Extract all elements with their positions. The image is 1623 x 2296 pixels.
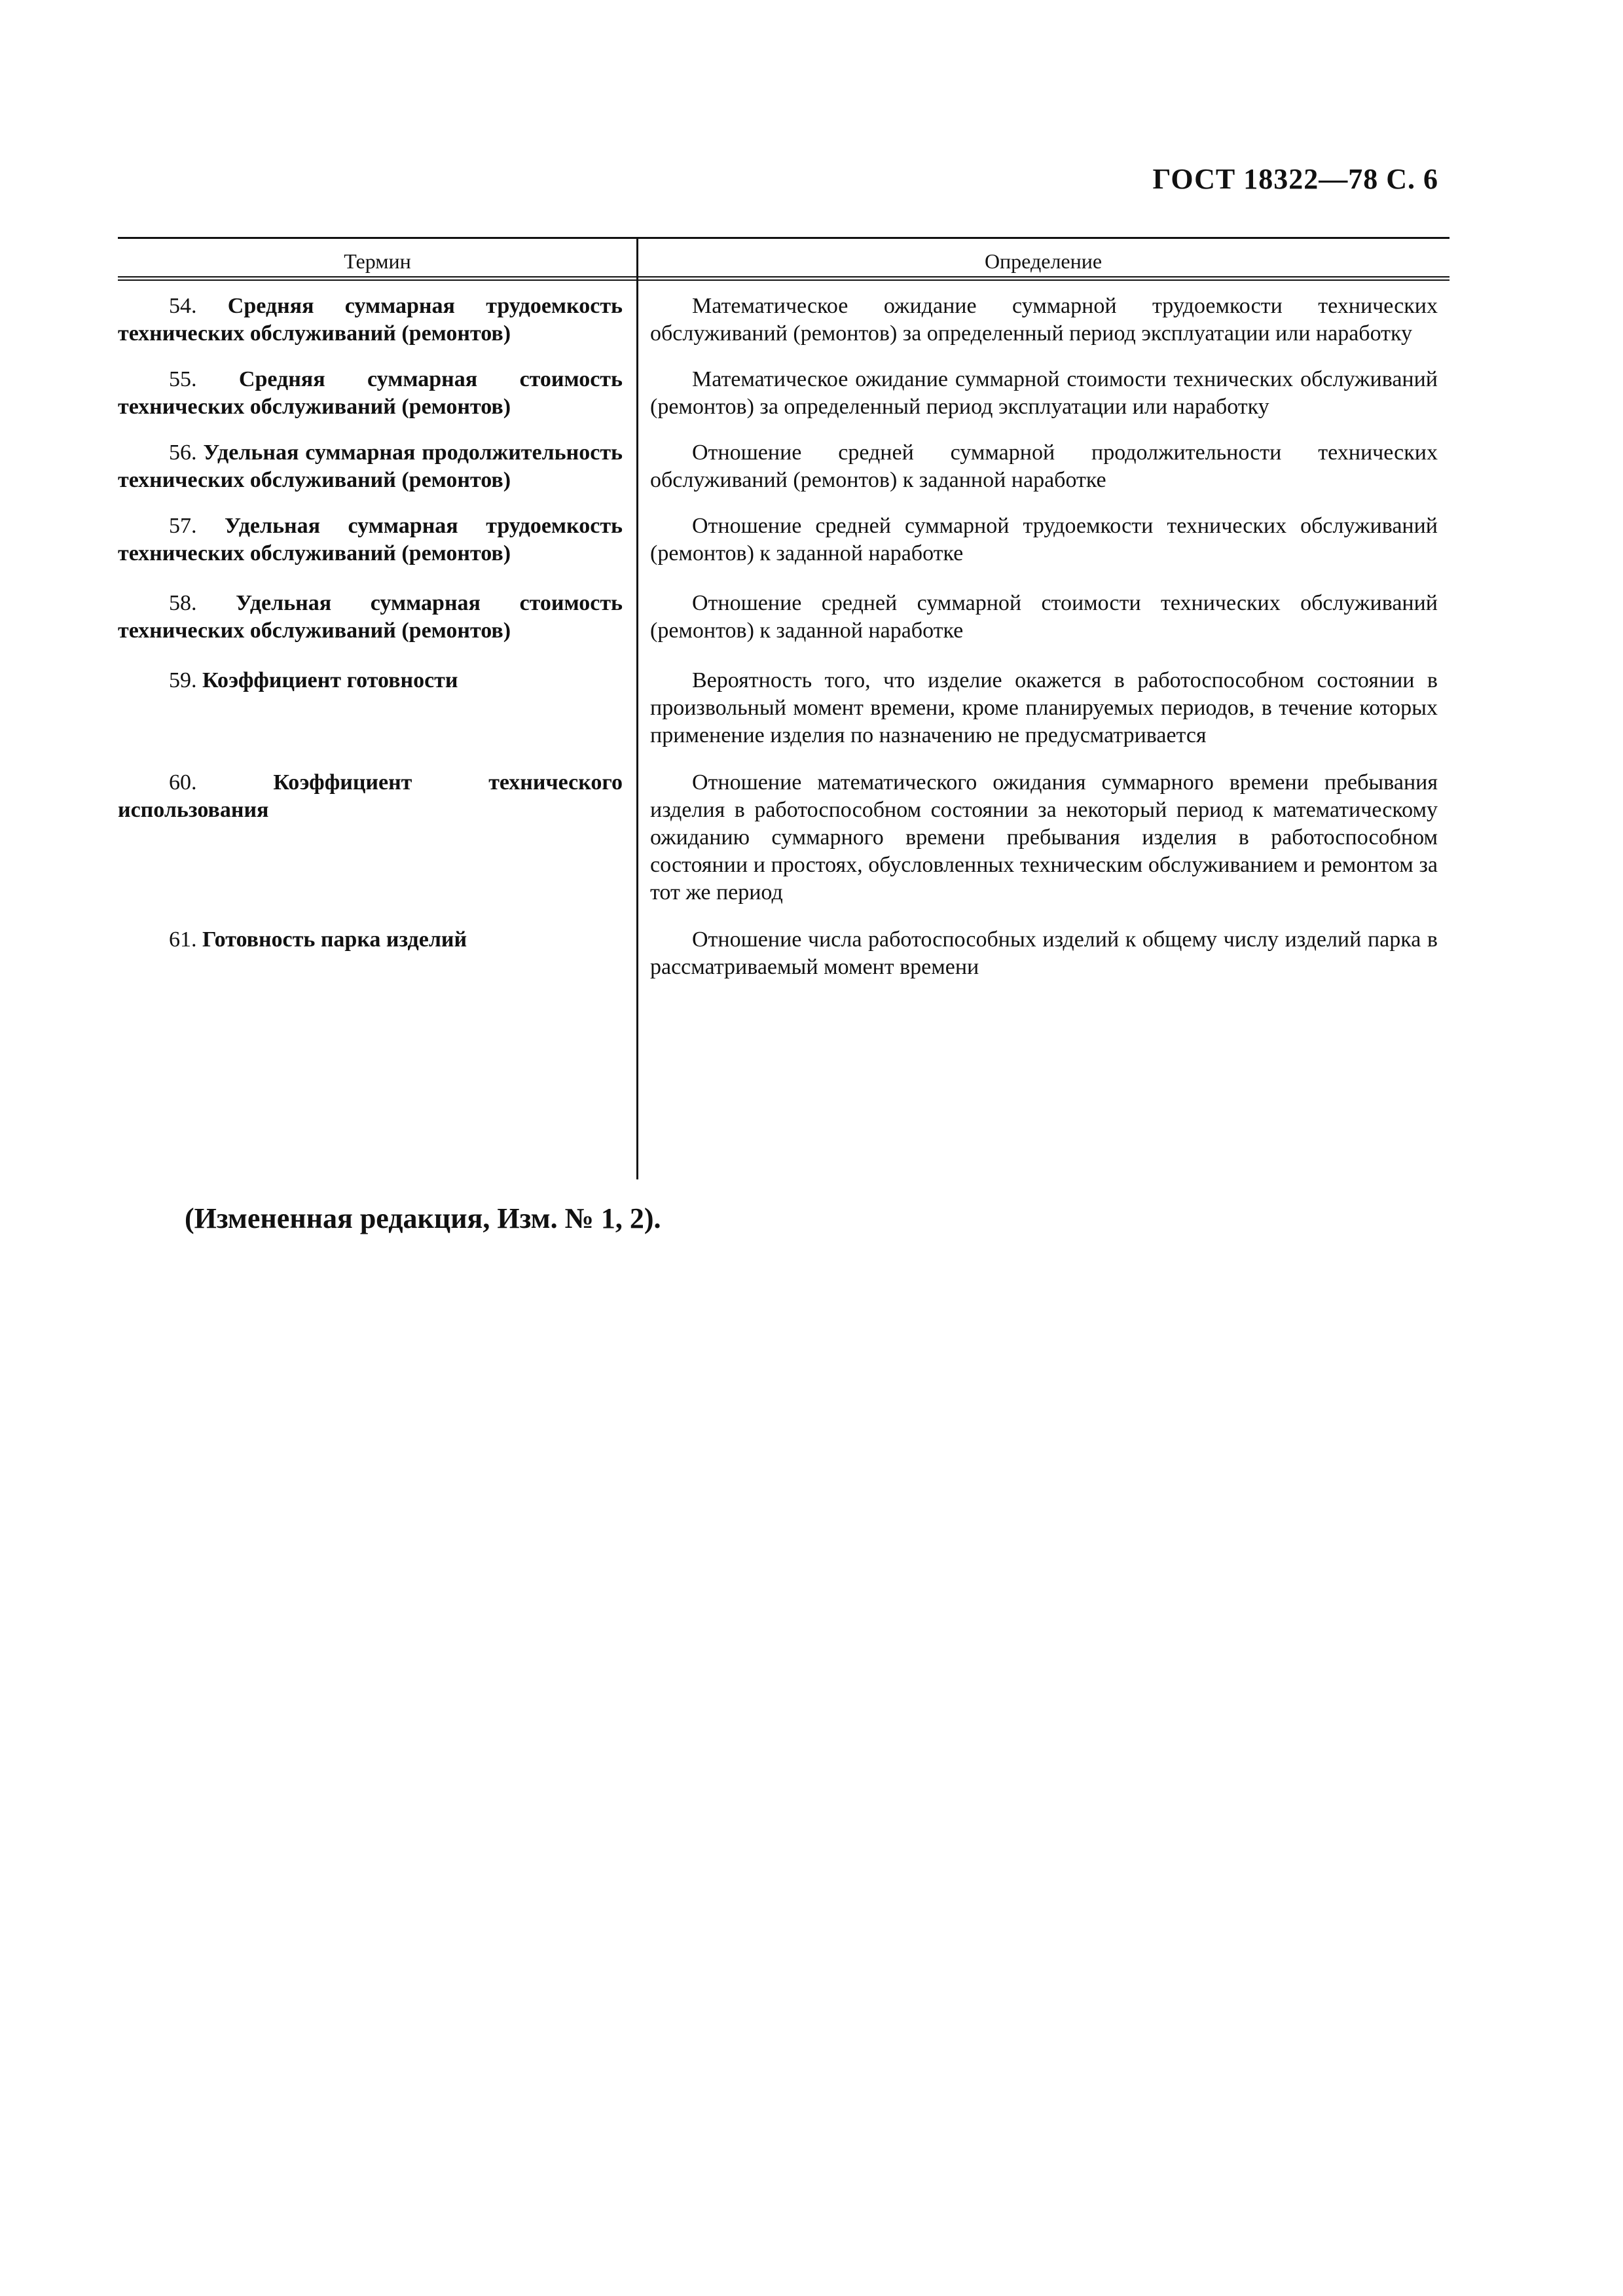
definition-cell: Отношение числа работоспособных изделий к общему числу изделий парка в рассматриваемый момент времени — [650, 927, 1438, 979]
header-term: Термин — [344, 249, 411, 273]
term-text: Коэффициент технического использования — [118, 770, 623, 822]
term-number: 56. — [169, 440, 197, 465]
definition-cell: Отношение средней суммарной стоимости технических обслуживаний (ремонтов) к заданной наработке — [650, 591, 1438, 643]
term-cell — [118, 926, 637, 954]
table-row — [118, 366, 1450, 421]
definition-cell: Вероятность того, что изделие окажется в работоспособном состоянии в произвольный момент времени, кроме планируемых периодов, в течение которых применение изделия по назначению не предусматривается — [650, 668, 1438, 747]
term-cell — [118, 590, 637, 645]
term-cell — [118, 439, 637, 494]
term-cell — [118, 293, 637, 348]
term-text: Удельная суммарная продолжительность технических обслуживаний (ремонтов) — [118, 440, 623, 492]
term-text: Удельная суммарная трудоемкость технических обслуживаний (ремонтов) — [118, 514, 623, 565]
definition-cell: Математическое ожидание суммарной трудоемкости технических обслуживаний (ремонтов) за определенный период эксплуатации или наработку — [650, 294, 1438, 346]
table-row — [118, 769, 1450, 906]
table-row — [118, 926, 1450, 981]
term-number: 55. — [169, 367, 197, 391]
definition-cell: Математическое ожидание суммарной стоимости технических обслуживаний (ремонтов) за определенный период эксплуатации или наработку — [650, 367, 1438, 419]
term-text: Средняя суммарная стоимость технических обслуживаний (ремонтов) — [118, 367, 623, 419]
term-cell — [118, 769, 637, 824]
column-divider — [636, 237, 638, 1179]
table-row — [118, 439, 1450, 494]
definition-cell: Отношение средней суммарной продолжительности технических обслуживаний (ремонтов) к заданной наработке — [650, 440, 1438, 492]
definition-cell: Отношение математического ожидания суммарного времени пребывания изделия в работоспособном состоянии за некоторый период к математическому ожиданию суммарного времени пребывания изделия в работоспособном состоянии и простоях, обусловленных техническим обслуживанием и ремонтом за тот же период — [650, 770, 1438, 905]
term-text: Готовность парка изделий — [202, 927, 467, 952]
term-number: 57. — [169, 514, 197, 538]
table-row — [118, 667, 1450, 749]
term-number: 61. — [169, 927, 197, 952]
table-row — [118, 293, 1450, 348]
term-text: Средняя суммарная трудоемкость технических обслуживаний (ремонтов) — [118, 294, 623, 346]
term-number: 58. — [169, 591, 197, 615]
term-number: 54. — [169, 294, 197, 318]
amendment-note: (Измененная редакция, Изм. № 1, 2). — [185, 1202, 661, 1234]
term-cell — [118, 366, 637, 421]
term-number: 60. — [169, 770, 197, 795]
page-header: ГОСТ 18322—78 С. 6 — [1152, 163, 1438, 195]
term-cell — [118, 512, 637, 567]
term-number: 59. — [169, 668, 197, 692]
header-definition: Определение — [984, 249, 1103, 273]
table-row — [118, 590, 1450, 645]
table-header-row — [118, 239, 1450, 281]
definition-cell: Отношение средней суммарной трудоемкости технических обслуживаний (ремонтов) к заданной наработке — [650, 514, 1438, 565]
terms-table — [118, 237, 1450, 981]
table-row — [118, 512, 1450, 567]
term-text: Удельная суммарная стоимость технических обслуживаний (ремонтов) — [118, 591, 623, 643]
term-cell — [118, 667, 637, 694]
term-text: Коэффициент готовности — [202, 668, 458, 692]
